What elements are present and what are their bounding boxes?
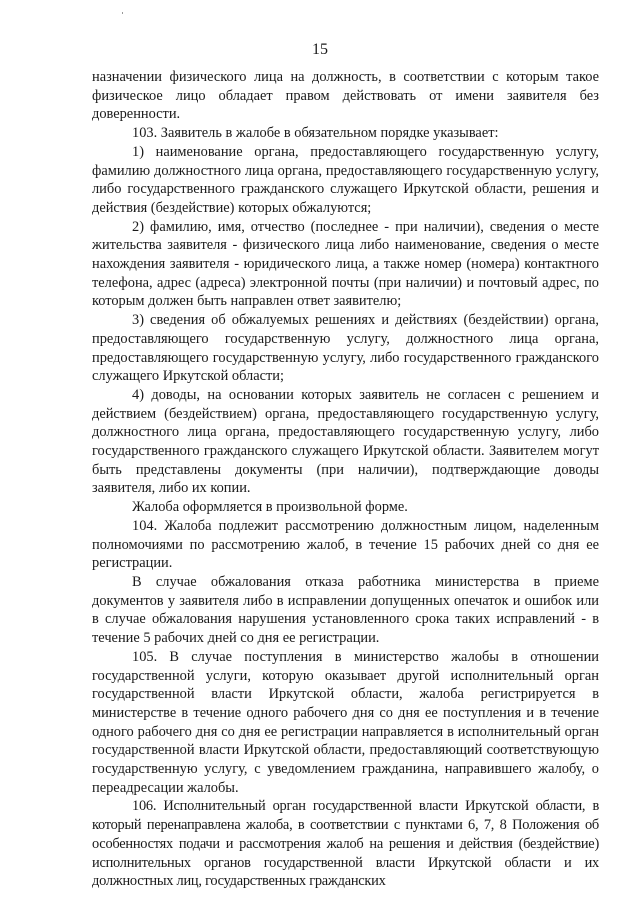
paragraph-105: 105. В случае поступления в министерство жалобы в отношении государственной услуги, которую оказывает другой исполнительный орган государственной власти Иркутской области, жалоба регистрируется в министерстве в течение одного рабочего дня со дня ее поступления и в течение одного рабочего дня со дня ее регистрации направляется в исполнительный орган государственной власти Иркутской области, предоставляющий соответствующую государственную услугу, с уведомлением гражданина, направившего жалобу, о переадресации жалобы. [92, 648, 599, 796]
paragraph-104-appeal: В случае обжалования отказа работника министерства в приеме документов у заявителя либо в исправлении допущенных опечаток и ошибок или в случае обжалования нарушения установленного срока таких исправлений - в течение 5 рабочих дней со дня ее регистрации. [92, 573, 599, 647]
body-text [92, 68, 599, 891]
paragraph-106: 106. Исполнительный орган государственной власти Иркутской области, в который перенаправлена жалоба, в соответствии с пунктами 6, 7, 8 Положения об особенностях подачи и рассмотрения жалоб на решения и действия (бездействие) исполнительных органов государственной власти Иркутской области и их должностных лиц, государственных гражданских [92, 798, 599, 890]
paragraph-104: 104. Жалоба подлежит рассмотрению должностным лицом, наделенным полномочиями по рассмотрению жалоб, в течение 15 рабочих дней со дня ее регистрации. [92, 517, 599, 572]
paragraph-103-item-1: 1) наименование органа, предоставляющего государственную услугу, фамилию должностного лица органа, предоставляющего государственную услугу, либо государственного гражданского служащего Иркутской области, решения и действия (бездействие) которых обжалуются; [92, 143, 599, 216]
paragraph-103-item-2: 2) фамилию, имя, отчество (последнее - при наличии), сведения о месте жительства заявителя - физического лица либо наименование, сведения о месте нахождения заявителя - юридического лица, а также номер (номера) контактного телефона, адрес (адреса) электронной почты (при наличии) и почтовый адрес, по которым должен быть направлен ответ заявителю; [92, 218, 599, 310]
scan-speck [122, 12, 123, 14]
paragraph-103: 103. Заявитель в жалобе в обязательном порядке указывает: [132, 125, 499, 142]
paragraph-complaint-form: Жалоба оформляется в произвольной форме. [132, 499, 408, 516]
paragraph-103-item-3: 3) сведения об обжалуемых решениях и действиях (бездействии) органа, предоставляющего государственную услугу, должностного лица органа, предоставляющего государственную услугу, либо государственного гражданского служащего Иркутской области; [92, 312, 599, 385]
page-number: 15 [312, 41, 328, 58]
paragraph-continuation: назначении физического лица на должность, в соответствии с которым такое физическое лицо обладает правом действовать от имени заявителя без доверенности. [92, 69, 599, 123]
paragraph-103-item-4: 4) доводы, на основании которых заявитель не согласен с решением и действием (бездействием) органа, предоставляющего государственную услугу, должностного лица органа, предоставляющего государственную услугу, либо государственного гражданского служащего Иркутской области. Заявителем могут быть представлены документы (при наличии), подтверждающие доводы заявителя, либо их копии. [92, 386, 599, 497]
